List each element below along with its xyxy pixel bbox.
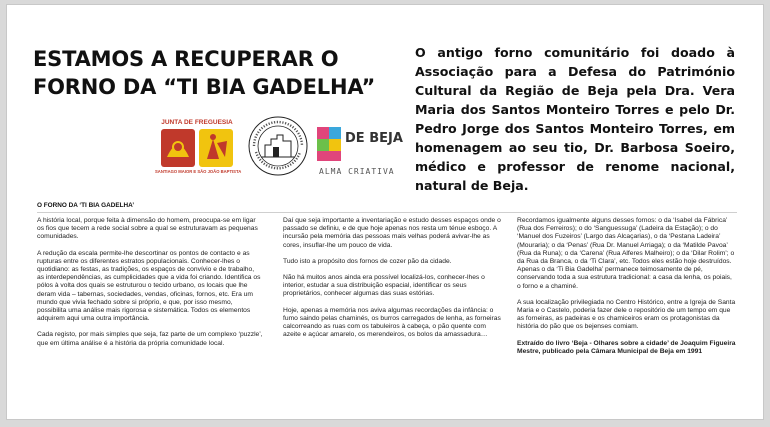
lead-paragraph: O antigo forno comunitário foi doado à Associação para a Defesa do Património Cultural da Região de Beja pela Dra. Vera Maria dos Santos Monteiro Torres e pelo Dr. Pedro Jorge dos Santos Monteiro Torres, em homenagem ao seu tio, Dr. Barbosa Soeiro, médico e professor de renome nacional, natural de Beja. — [415, 45, 735, 193]
source-credit: Extraído do livro ‘Beja - Olhares sobre a cidade’ de Joaquim Figueira Mestre, publicado pela Câmara Municipal de Beja em 1991 — [517, 339, 736, 355]
junta-logo-caption: SANTIAGO MAIOR E SÃO JOÃO BAPTISTA — [155, 169, 242, 174]
alma-criativa-tagline: ALMA CRIATIVA — [319, 167, 395, 176]
paragraph: Cada registo, por mais simples que seja, faz parte de um complexo ‘puzzle’, que em última análise é a história da própria comunidade local. — [37, 331, 263, 347]
associacao-seal-icon — [247, 115, 309, 177]
paragraph: A redução da escala permite-lhe descortinar os pontos de contacto e as rupturas entre os diferentes estratos populacionais. Conhecer-lhes o quotidiano: as festas, as tradições, os espaços de convívio e de trabalho, as interdependências, as cumplicidades que a vida foi criando. Identifica os pólos à volta dos quais se estruturou o tecido urbano, os locais que lhe deram vida – tabernas, sociedades, vendas, oficinas, fornos, etc. Era um mundo que vivia fechado sobre si próprio, e que, por isso mesmo, possibilita uma análise mais rigorosa e sistemática. Todos os elementos adquirem aqui uma outra importância. — [37, 249, 261, 323]
paragraph: Não há muitos anos ainda era possível localizá-los, conhecer-lhes o interior, estudar a sua distribuição espacial, identificar os seus proprietários, conhecer algumas das suas estórias. — [283, 274, 485, 298]
de-beja-wordmark: DE BEJA — [345, 131, 403, 146]
article-column-3 — [517, 217, 737, 364]
paragraph: Hoje, apenas a memória nos aviva algumas recordações da infância: o fumo saindo pelas chaminés, os burros carregados de lenha, as forneiras calcorreando as ruas com os tabuleiros à cabeça, o pão quente com azeite e açúcar amarelo, os merendeiros, os bolos da amassadura… — [283, 306, 501, 339]
section-title: O FORNO DA ‘TI BIA GADELHA’ — [37, 202, 135, 209]
headline-line-1: ESTAMOS A RECUPERAR O — [33, 47, 339, 71]
junta-coat-of-arms-icon — [155, 127, 239, 169]
headline-line-2: FORNO DA “TI BIA GADELHA” — [33, 75, 376, 99]
article-page — [6, 4, 764, 420]
article-column-2 — [283, 217, 501, 347]
paragraph: Recordamos igualmente alguns desses fornos: o da ‘Isabel da Fábrica’ (Rua dos Ferreiros); o do ‘Sanguessuga’ (Ladeira da Estação); o do ‘Manuel dos Fuzeiros’ (Largo das Alcaçarias), o da ‘Pestana Ladeira’ (Mouraria); o da ‘Penas’ (Rua Dr. Manuel Arriaga); o da ‘Matilde Pavoa’ (Rua da Runa); o da ‘Carena’ (Rua Alferes Malheiro); o da ‘Dilar Rolim’; o da Rua da Branca, o da ‘Ti Clara’, etc. Todos eles estão hoje destruídos. Apenas o da ‘Ti Bia Gadelha’ permanece teimosamente de pé, conservando toda a sua estrutura tradicional: a casa da lenha, os poiais, o forno e a chaminé. — [517, 217, 735, 290]
de-beja-alma-criativa-logo — [317, 125, 407, 181]
paragraph: A história local, porque feita à dimensão do homem, preocupa-se em ligar os fios que tecem a rede social sobre a qual se estruturavam as pequenas comunidades. — [37, 217, 258, 241]
paragraph: Tudo isto a propósito dos fornos de cozer pão da cidade. — [283, 257, 452, 265]
article-column-1 — [37, 217, 263, 356]
paragraph: Daí que seja importante a inventariação e estudo desses espaços onde o passado se definiu, e de que hoje apenas nos resta um ténue esboço. A incursão pela memória das pessoas mais velhas poderá avivar-lhe as cores, insuflar-lhe um pouco de vida. — [283, 217, 501, 249]
section-divider — [37, 212, 737, 213]
headline — [33, 45, 393, 101]
junta-logo-title: JUNTA DE FREGUESIA — [161, 119, 233, 126]
de-beja-mark-icon — [317, 127, 341, 163]
paragraph: A sua localização privilegiada no Centro Histórico, entre a Igreja de Santa Maria e o Castelo, poderia fazer dele o repositório de um tempo em que as forneiras, as padeiras e os chamiceiros eram os protagonistas da história do pão que os bejenses comiam. — [517, 298, 736, 331]
junta-freguesia-logo — [155, 119, 242, 177]
partner-logos — [155, 115, 415, 181]
